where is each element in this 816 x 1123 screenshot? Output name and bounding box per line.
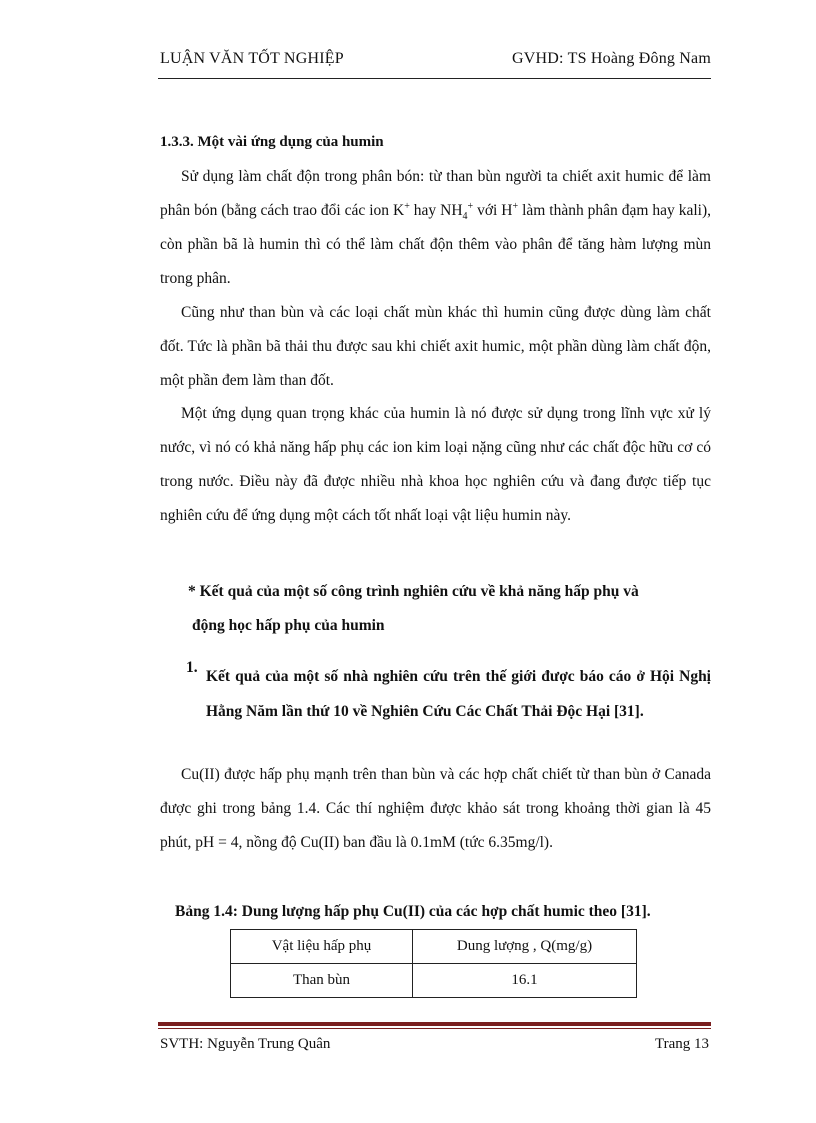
paragraph-3: Một ứng dụng quan trọng khác của humin là nó được sử dụng trong lĩnh vực xử lý nước, vì nó có khả năng hấp phụ các ion kim loại nặng cũng như các chất độc hữu cơ có trong nước. Điều này đã được nhiều nhà khoa học nghiên cứu và đang được tiếp tục nghiên cứu để ứng dụng một cách tốt nhất loại vật liệu humin này.: [160, 405, 711, 524]
table-caption: [175, 903, 651, 921]
page-number: Trang 13: [654, 1036, 709, 1052]
table-cell: 16.1: [413, 964, 637, 998]
subscript: 4: [462, 211, 468, 223]
table-header-cell: Dung lượng , Q(mg/g): [413, 930, 637, 964]
superscript: +: [404, 200, 410, 212]
subheading-line-1: * Kết quả của một số công trình nghiên cứu về khả năng hấp phụ và: [188, 583, 639, 600]
header-right: GVHD: TS Hoàng Đông Nam: [512, 50, 711, 67]
adsorption-table: [230, 929, 637, 998]
footer-divider-thin: [158, 1028, 711, 1029]
footer-divider-thick: [158, 1022, 711, 1026]
table-caption-label: Bảng 1.4: [175, 903, 233, 920]
paragraph-1-part2: hay NH: [409, 202, 463, 219]
table-header-cell: Vật liệu hấp phụ: [231, 930, 413, 964]
paragraph-1-part4: làm thành phân đạm hay kali), còn phần bã là humin thì có thể làm chất độn thêm vào phân để tăng hàm lượng mùn trong phân.: [160, 202, 712, 287]
subheading: [188, 575, 708, 643]
superscript: +: [512, 200, 519, 212]
table-header-row: [231, 930, 637, 964]
paragraph-1-part1: Sử dụng làm chất độn trong phân bón: từ than bùn người ta chiết axit humic để làm phân bón (bằng cách trao đổi các ion K: [160, 168, 711, 219]
list-item-number: 1.: [186, 659, 198, 676]
subheading-line-2: động học hấp phụ của humin: [192, 617, 385, 634]
table-cell: Than bùn: [231, 964, 413, 998]
header-divider: [158, 78, 711, 79]
paragraph-1-part3: với H: [473, 202, 513, 219]
paragraph-2: Cũng như than bùn và các loại chất mùn khác thì humin cũng được dùng làm chất đốt. Tức là phần bã thải thu được sau khi chiết axit humic, một phần dùng làm chất độn, một phần đem làm than đốt.: [160, 304, 711, 389]
paragraph-1: [160, 160, 711, 296]
table-caption-text: : Dung lượng hấp phụ Cu(II) của các hợp chất humic theo [31].: [232, 903, 651, 920]
header-left: LUẬN VĂN TỐT NGHIỆP: [160, 50, 344, 67]
footer-left: SVTH: Nguyễn Trung Quân: [160, 1036, 331, 1052]
section-title: 1.3.3. Một vài ứng dụng của humin: [160, 134, 384, 150]
superscript: +: [467, 200, 474, 212]
paragraph-4: Cu(II) được hấp phụ mạnh trên than bùn và các hợp chất chiết từ than bùn ở Canada được ghi trong bảng 1.4. Các thí nghiệm được khảo sát trong khoảng thời gian là 45 phút, pH = 4, nồng độ Cu(II) ban đầu là 0.1mM (tức 6.35mg/l).: [160, 766, 711, 851]
table-row: [231, 964, 637, 998]
list-item-text: Kết quả của một số nhà nghiên cứu trên thế giới được báo cáo ở Hội Nghị Hằng Năm lần thứ 10 về Nghiên Cứu Các Chất Thải Độc Hại [31].: [206, 668, 711, 720]
